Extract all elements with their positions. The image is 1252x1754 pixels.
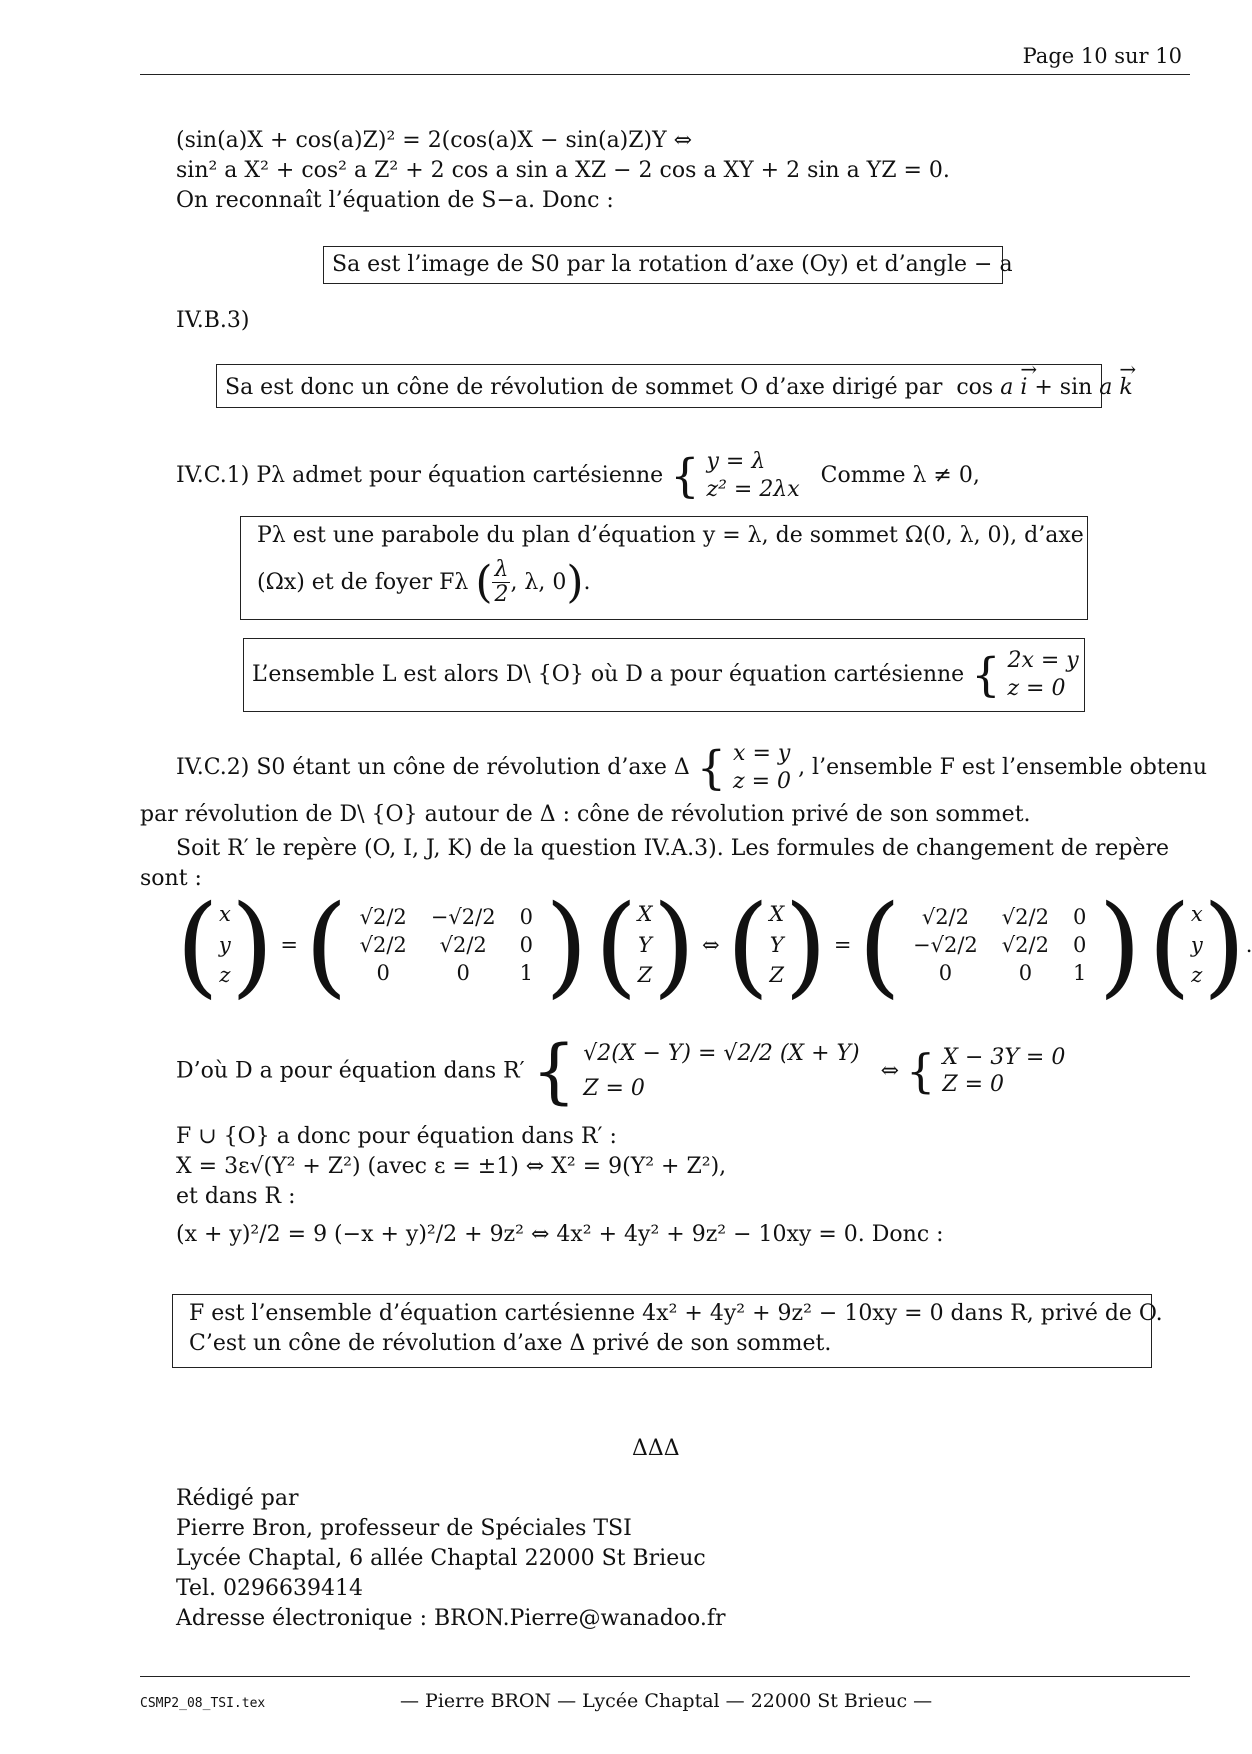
brace: { (971, 647, 1001, 702)
matrix-equation: ( x y z ) = ( √2/2 −√2/2 0 √2/2 √2/2 0 0 0 1 ) ( X Y Z ) ⇔ ( X Y Z ) = ( √2/2 √2/2 0 −√2/2 √2/2 0 0 0 1 ) ( x y z ). (176, 881, 1252, 1009)
parabola-line-2a: (Ωx) et de foyer Fλ (257, 570, 469, 595)
rotation-matrix (348, 903, 545, 987)
F-line-2: C’est un cône de révolution d’axe Δ privé de son sommet. (189, 1331, 832, 1356)
vec-y: y (1190, 932, 1203, 957)
eq-line-3: On reconnaît l’équation de S−a. Donc : (176, 188, 614, 213)
result-box-rotation (323, 246, 1013, 284)
c2-line-1 (176, 740, 1207, 795)
c1-system (706, 448, 799, 503)
m1-cell: 0 (519, 933, 533, 957)
d-result (942, 1044, 1065, 1099)
axis-sys-1: x = y (733, 741, 791, 766)
axis-system (733, 740, 791, 795)
setL-sys-2: z = 0 (1007, 675, 1066, 701)
cone-text-body: Sa est donc un cône de révolution de sommet O d’axe dirigé par (225, 375, 943, 400)
d-sys-2: Z = 0 (583, 1076, 645, 1101)
brace: { (906, 1044, 936, 1098)
F-line-1: F est l’ensemble d’équation cartésienne 4x² + 4y² + 9z² − 10xy = 0 dans R, privé de O. (189, 1301, 1163, 1326)
section-label-b3: IV.B.3) (176, 308, 250, 333)
header-rule (140, 74, 1190, 75)
result-box-F (172, 1294, 1163, 1368)
m2-cell: 0 (938, 961, 953, 985)
m2-cell: √2/2 (1001, 933, 1049, 957)
m1-cell: √2/2 (359, 933, 407, 957)
m2-cell: 0 (1072, 905, 1087, 929)
c1-line (176, 448, 980, 503)
result-box-cone (216, 364, 1133, 408)
vec-z: z (1191, 963, 1203, 988)
vec-Y: Y (638, 932, 652, 957)
parabola-line-2: (Ωx) et de foyer Fλ ( $\frac{\lambda}{2}$ , λ, 0). (257, 556, 591, 608)
vec-x: x (1190, 902, 1203, 927)
result-box-set-L (243, 638, 1085, 712)
vec-Y: Y (769, 932, 784, 957)
c2-line-3: Soit R′ le repère (O, I, J, K) de la question IV.A.3). Les formules de changement de repère (176, 836, 1170, 861)
d-system (583, 1036, 859, 1106)
c1-sys-2: z² = 2λx (706, 476, 800, 502)
vector-i: → i (1020, 375, 1027, 400)
author-line-3: Lycée Chaptal, 6 allée Chaptal 22000 St Brieuc (176, 1546, 706, 1571)
vec-X: X (769, 902, 785, 927)
c2-line-1b: , l’ensemble F est l’ensemble obtenu (798, 755, 1208, 780)
frac-den: 2 (494, 582, 509, 607)
vec-y: y (218, 932, 231, 957)
m2-cell: √2/2 (1001, 905, 1049, 929)
vec-Z: Z (637, 963, 653, 988)
end-marker: ΔΔΔ (632, 1436, 680, 1461)
author-line-1: Rédigé par (176, 1486, 299, 1511)
author-line-4: Tel. 0296639414 (176, 1576, 363, 1601)
footer-filename: CSMP2_08_TSI.tex (140, 1696, 266, 1711)
m1-cell: 1 (519, 961, 533, 985)
setL-system (1007, 647, 1078, 702)
vector-xyz (219, 899, 231, 990)
m2-cell: 0 (1018, 961, 1033, 985)
m1-cell: √2/2 (359, 905, 407, 929)
vec-X: X (637, 902, 653, 927)
eq-line-2: sin² a X² + cos² a Z² + 2 cos a sin a XZ − 2 cos a XY + 2 sin a YZ = 0. (176, 158, 950, 183)
focus-fraction (492, 558, 510, 607)
m1-cell: 0 (376, 961, 390, 985)
vector-XYZ (637, 899, 652, 990)
vector-XYZ-2 (769, 899, 784, 990)
f-line-4: (x + y)²/2 = 9 (−x + y)²/2 + 9z² ⇔ 4x² + 4y² + 9z² − 10xy = 0. Donc : (176, 1222, 944, 1247)
result-box-parabola (240, 516, 1088, 620)
page-number: Page 10 sur 10 (1022, 44, 1182, 68)
axis-sys-2: z = 0 (733, 768, 792, 794)
m1-cell: 0 (456, 961, 470, 985)
d-eq-label: D’où D a pour équation dans R′ (176, 1058, 525, 1084)
setL-line (252, 647, 1079, 702)
c2-line-2: par révolution de D\ {O} autour de Δ : cône de révolution privé de son sommet. (140, 802, 1031, 827)
d-res-1: X − 3Y = 0 (942, 1044, 1066, 1070)
d-res-2: Z = 0 (942, 1072, 1005, 1097)
vector-k: → k (1119, 375, 1132, 400)
footer-center: — Pierre BRON — Lycée Chaptal — 22000 St Brieuc — (400, 1690, 933, 1712)
brace: { (670, 448, 700, 503)
m2-cell: √2/2 (921, 905, 969, 929)
m1-cell: √2/2 (439, 933, 487, 957)
footer-rule (140, 1676, 1190, 1677)
eq-line-1: (sin(a)X + cos(a)Z)² = 2(cos(a)X − sin(a)Z)Y ⇔ (176, 128, 693, 153)
m2-cell: −√2/2 (913, 933, 978, 957)
setL-sys-1: 2x = y (1007, 648, 1079, 673)
parabola-line-1: Pλ est une parabole du plan d’équation y = λ, de sommet Ω(0, λ, 0), d’axe (257, 523, 1084, 548)
c2-line-1a: IV.C.2) S0 étant un cône de révolution d’axe Δ (176, 755, 690, 780)
m1-cell: −√2/2 (430, 905, 496, 929)
cone-text: Sa est donc un cône de révolution de sommet O d’axe dirigé par cos a → i + sin a → k (225, 375, 1133, 400)
frac-num: λ (494, 556, 509, 582)
vec-z: z (219, 963, 231, 988)
m2-cell: 0 (1072, 933, 1087, 957)
author-line-2: Pierre Bron, professeur de Spéciales TSI (176, 1516, 632, 1541)
setL-text: L’ensemble L est alors D\ {O} où D a pour équation cartésienne (252, 662, 965, 687)
result-text: Sa est l’image de S0 par la rotation d’axe (Oy) et d’angle − a (332, 252, 1013, 277)
c1-sys-1: y = λ (706, 449, 766, 474)
m2-cell: 1 (1072, 961, 1087, 985)
d-sys-1: √2(X − Y) = √2/2 (X + Y) (583, 1040, 860, 1066)
f-line-2: X = 3ε√(Y² + Z²) (avec ε = ±1) ⇔ X² = 9(Y² + Z²), (176, 1154, 727, 1179)
author-line-5: Adresse électronique : BRON.Pierre@wanadoo.fr (176, 1606, 726, 1631)
brace: { (696, 740, 727, 795)
m1-cell: 0 (519, 905, 533, 929)
c1-comme: Comme λ ≠ 0, (820, 463, 980, 488)
d-equation: D’où D a pour équation dans R′ { √2(X − Y) = √2/2 (X + Y) Z = 0 ⇔ { X − 3Y = 0 Z = 0 (176, 1030, 1066, 1112)
f-line-3: et dans R : (176, 1184, 296, 1209)
inverse-matrix (901, 903, 1098, 987)
focus-rest: , λ, 0 (510, 570, 567, 595)
vector-xyz-2 (1191, 899, 1203, 990)
c2-line-4: sont : (140, 866, 202, 891)
f-line-1: F ∪ {O} a donc pour équation dans R′ : (176, 1124, 617, 1149)
vec-x: x (218, 902, 231, 927)
vec-Z: Z (769, 963, 785, 988)
brace: { (531, 1030, 577, 1112)
c1-label: IV.C.1) Pλ admet pour équation cartésienne (176, 463, 664, 488)
